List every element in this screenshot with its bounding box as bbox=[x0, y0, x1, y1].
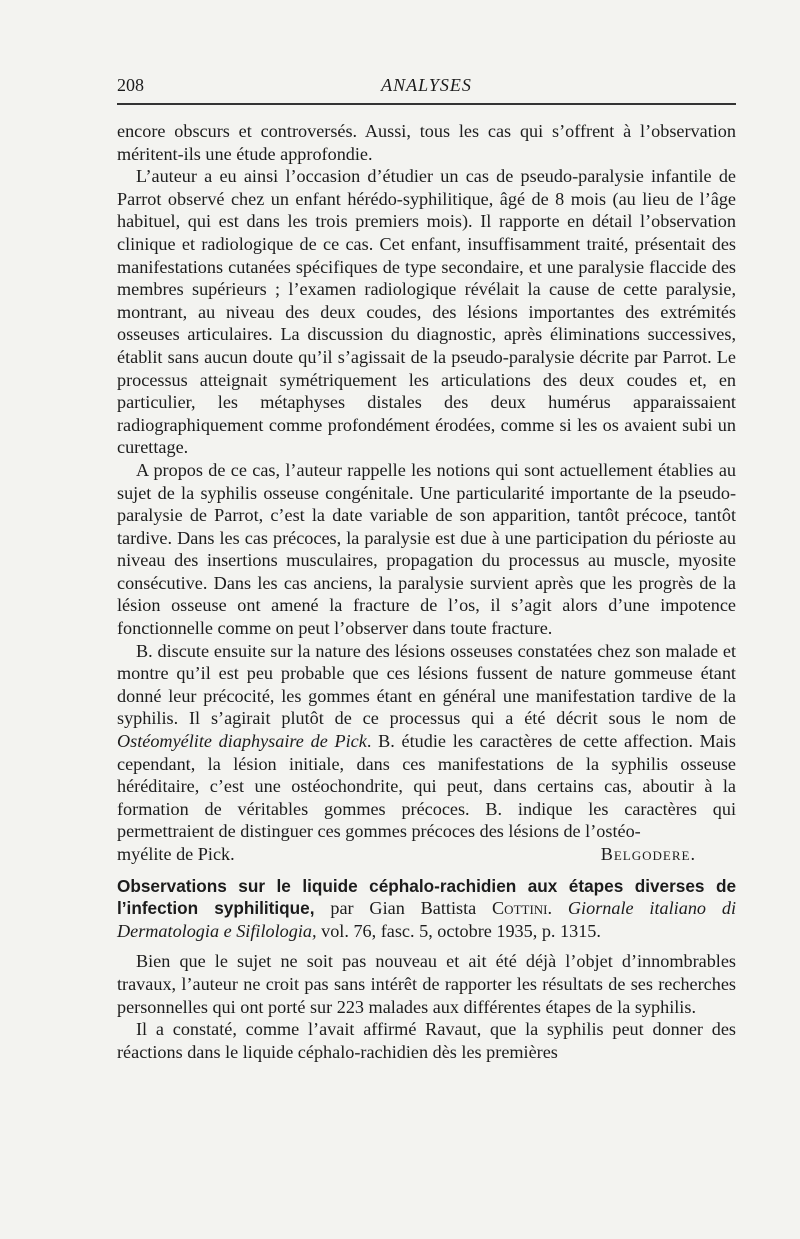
citation: vol. 76, fasc. 5, octobre 1935, p. 1315. bbox=[316, 920, 601, 941]
paragraph bbox=[117, 640, 736, 843]
disease-name: Ostéomyélite diaphysaire de Pick bbox=[117, 731, 367, 752]
journal-page bbox=[117, 70, 736, 1063]
paragraph: L’auteur a eu ainsi l’occasion d’étudier un cas de pseudo-paralysie infantile de Parrot observé chez un enfant hérédo-syphilitique, âgé de 8 mois (au lieu de l’âge habituel, qui est dans les trois premiers mois). Il rapporte en détail l’observation clinique et radiologique de ce cas. Cet enfant, insuffisamment traité, présentait des manifestations cutanées spécifiques de type secondaire, et une paralysie flaccide des membres supérieurs ; l’examen radiologique révélait la cause de cette paralysie, montrant, au niveau des deux coudes, des lésions importantes des extrémités osseuses articulaires. La discussion du diagnostic, après éliminations successives, établit sans aucun doute qu’il s’agissait de la pseudo-paralysie décrite par Parrot. Le processus atteignait symétriquement les articulations des deux coudes et, en particulier, les métaphyses distales des deux humérus apparaissaient radiographiquement comme profondément érodées, comme si les os avaient subi un curettage. bbox=[117, 166, 736, 458]
article-title: Observations sur le liquide céphalo-rachidien aux étapes diverses de l’infection syphilitique, bbox=[117, 875, 736, 919]
closing-line bbox=[117, 843, 736, 866]
paragraph-text: B. discute ensuite sur la nature des lésions osseuses constatées chez son malade et montre qu’il est peu probable que ces lésions fussent de nature gommeuse étant donné leur précocité, les gommes étant en général une manifestation tardive de la syphilis. Il s’agirait plutôt de ce processus qui a été décrit sous le nom de bbox=[117, 640, 736, 729]
author-name: Cottini. bbox=[492, 898, 553, 919]
reviewer-signature: Belgodere. bbox=[600, 844, 696, 864]
paragraph-last-line: myélite de Pick. bbox=[117, 844, 235, 864]
running-title: ANALYSES bbox=[381, 75, 472, 95]
paragraph-text: . B. étudie les caractères de cette affection. Mais cependant, la lésion initiale, dans ces manifestations de la syphilis osseuse héréditaire, c’est une ostéochondrite, qui peut, dans certains cas, aboutir à la formation de véritables gommes précoces. B. indique les caractères qui permettraient de distinguer ces gommes précoces des lésions de l’ostéo- bbox=[117, 731, 736, 842]
article-heading bbox=[117, 875, 736, 943]
byline: par Gian Battista bbox=[314, 898, 493, 919]
paragraph-continuation: encore obscurs et controversés. Aussi, tous les cas qui s’offrent à l’observation méritent-ils une étude approfondie. bbox=[117, 121, 736, 164]
paragraph: Il a constaté, comme l’avait affirmé Ravaut, que la syphilis peut donner des réactions dans le liquide céphalo-rachidien dès les premières bbox=[117, 1019, 736, 1062]
paragraph: Bien que le sujet ne soit pas nouveau et ait été déjà l’objet d’innombrables travaux, l’auteur ne croit pas sans intérêt de rapporter les résultats de ses recherches personnelles qui ont porté sur 223 malades aux différentes étapes de la syphilis. bbox=[117, 951, 736, 1017]
paragraph: A propos de ce cas, l’auteur rappelle les notions qui sont actuellement établies au sujet de la syphilis osseuse congénitale. Une particularité importante de la pseudo-paralysie de Parrot, c’est la date variable de son apparition, tantôt précoce, tantôt tardive. Dans les cas précoces, la paralysie est due à une participation du périoste au niveau des insertions musculaires, propagation du processus au muscle, myosite consécutive. Dans les cas anciens, la paralysie survient après que les progrès de la lésion osseuse ont amené la fracture de l’os, il s’agit alors d’une impotence fonctionnelle comme on peut l’observer dans toute fracture. bbox=[117, 459, 736, 639]
journal-name: Giornale italiano di Dermatologia e Sifilologia, bbox=[117, 898, 737, 941]
header-rule bbox=[117, 103, 736, 105]
article-body-1 bbox=[117, 120, 736, 866]
page-header bbox=[117, 70, 736, 100]
article-body-2 bbox=[117, 950, 736, 1063]
page-number: 208 bbox=[117, 75, 144, 95]
